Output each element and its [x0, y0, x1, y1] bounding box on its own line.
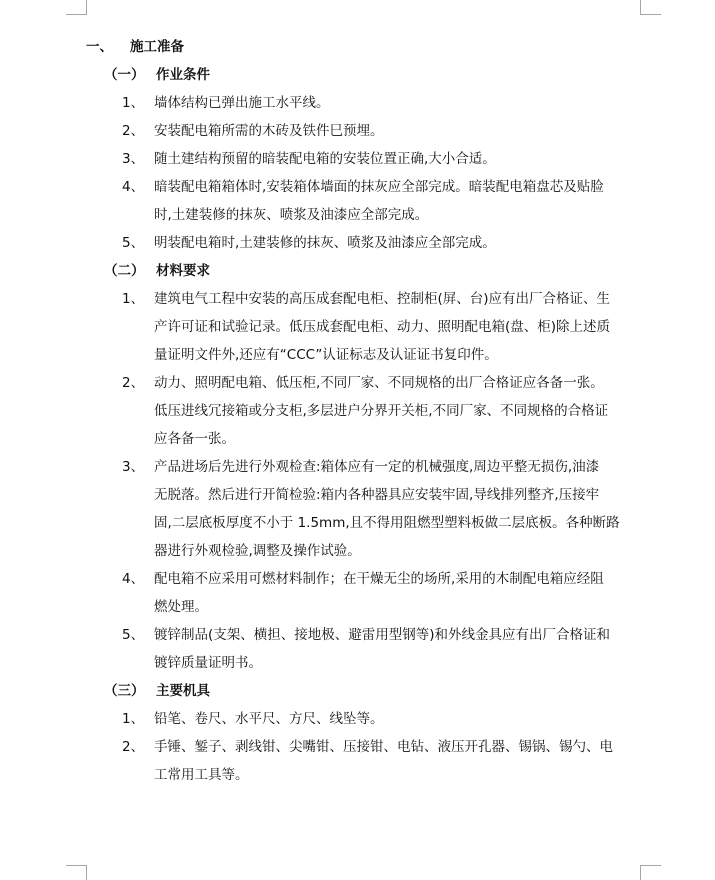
item-number: 4、	[122, 571, 145, 587]
item-number: 1、	[122, 291, 145, 307]
item-number: 4、	[122, 179, 145, 195]
item-text-line: 量证明文件外,还应有“CCC”认证标志及认证证书复印件。	[154, 347, 498, 363]
item-text-line: 墙体结构已弹出施工水平线。	[154, 95, 330, 111]
subsection-title: 作业条件	[156, 67, 210, 83]
item-number: 1、	[122, 95, 145, 111]
subsection-title: 主要机具	[156, 683, 210, 699]
section-number: 一、	[86, 39, 113, 55]
subsection-number: （一）	[104, 67, 145, 83]
item-number: 5、	[122, 627, 145, 643]
item-text-line: 镀锌质量证明书。	[154, 655, 262, 671]
item-text-line: 产许可证和试验记录。低压成套配电柜、动力、照明配电箱(盘、柜)除上述质	[154, 319, 611, 335]
item-text-line: 手锤、錾子、剥线钳、尖嘴钳、压接钳、电钻、液压开孔器、锡锅、锡勺、电	[154, 739, 613, 755]
item-text-line: 配电箱不应采用可燃材料制作；在干燥无尘的场所,采用的木制配电箱应经阻	[154, 571, 604, 587]
item-text-line: 动力、照明配电箱、低压柜,不同厂家、不同规格的出厂合格证应各备一张。	[154, 375, 604, 391]
item-text-line: 固,二层底板厚度不小于 1.5mm,且不得用阻燃型塑料板做二层底板。各种断路	[154, 515, 620, 531]
item-text-line: 时,土建装修的抹灰、喷浆及油漆应全部完成。	[154, 207, 429, 223]
item-number: 5、	[122, 235, 145, 251]
item-number: 1、	[122, 711, 145, 727]
item-text-line: 暗装配电箱箱体时,安装箱体墙面的抹灰应全部完成。暗装配电箱盘芯及贴脸	[154, 179, 604, 195]
item-text-line: 器进行外观检验,调整及操作试验。	[154, 543, 361, 559]
item-text-line: 低压进线冗接箱或分支柜,多层进户分界开关柜,不同厂家、不同规格的合格证	[154, 403, 609, 419]
item-text-line: 无脱落。然后进行开简检验:箱内各种器具应安装牢固,导线排列整齐,压接牢	[154, 487, 600, 503]
item-text-line: 明装配电箱时,土建装修的抹灰、喷浆及油漆应全部完成。	[154, 235, 496, 251]
item-text-line: 产品进场后先进行外观检查:箱体应有一定的机械强度,周边平整无损伤,油漆	[154, 459, 600, 475]
subsection-number: （二）	[104, 263, 145, 279]
item-text-line: 镀锌制品(支架、横担、接地极、避雷用型钢等)和外线金具应有出厂合格证和	[154, 627, 611, 643]
item-text-line: 随土建结构预留的暗装配电箱的安装位置正确,大小合适。	[154, 151, 496, 167]
item-text-line: 安装配电箱所需的木砖及铁件巳预埋。	[154, 123, 384, 139]
subsection-number: （三）	[104, 683, 145, 699]
item-number: 2、	[122, 375, 145, 391]
item-text-line: 工常用工具等。	[154, 767, 249, 783]
subsection-title: 材料要求	[156, 263, 210, 279]
item-number: 2、	[122, 739, 145, 755]
section-title: 施工准备	[130, 39, 184, 55]
item-text-line: 铅笔、卷尺、水平尺、方尺、线坠等。	[154, 711, 384, 727]
item-number: 3、	[122, 459, 145, 475]
item-text-line: 燃处理。	[154, 599, 208, 615]
item-text-line: 应各备一张。	[154, 431, 235, 447]
item-text-line: 建筑电气工程中安装的高压成套配电柜、控制柜(屏、台)应有出厂合格证、生	[154, 291, 611, 307]
item-number: 2、	[122, 123, 145, 139]
item-number: 3、	[122, 151, 145, 167]
